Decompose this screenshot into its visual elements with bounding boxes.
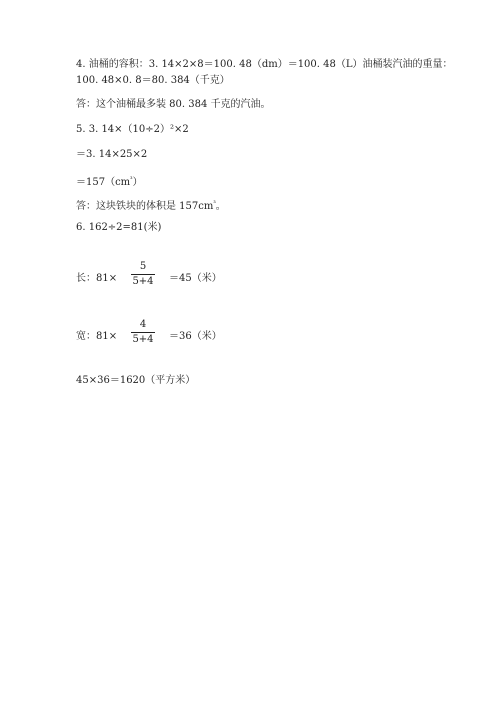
- q4-answer: 答：这个油桶最多装 80. 384 千克的汽油。: [76, 99, 271, 110]
- q6-width-result: ＝36（米）: [169, 331, 222, 342]
- q5-line-3: [76, 174, 143, 189]
- q6-width-lead: 宽：81×: [76, 331, 118, 342]
- q5-line-3-unit-exponent: ³: [130, 176, 133, 183]
- q6-length-numerator: 5: [139, 261, 147, 272]
- fraction-bar: [131, 332, 155, 333]
- q6-length-row: [76, 261, 276, 289]
- q5-line-1: 5. 3. 14×（10÷2）²×2: [76, 124, 189, 135]
- q6-length-lead: 长：81×: [76, 273, 118, 284]
- fraction-bar: [131, 274, 155, 275]
- q5-answer-text: 答：这块铁块的体积是 157cm: [76, 201, 214, 212]
- q6-area: 45×36＝1620（平方米）: [76, 375, 196, 386]
- q5-answer-unit-exponent: ³: [213, 200, 216, 207]
- q5-line-3-text: ＝157（cm: [76, 177, 131, 188]
- q6-width-row: [76, 319, 276, 347]
- q6-length-fraction: [131, 261, 155, 288]
- q6-length-result: ＝45（米）: [169, 273, 222, 284]
- q6-width-fraction: [131, 319, 155, 346]
- q6-length-denominator: 5+4: [132, 276, 154, 287]
- q6-line-1: 6. 162÷2=81(米): [76, 222, 162, 233]
- q6-width-denominator: 5+4: [132, 334, 154, 345]
- q5-line-2: ＝3. 14×25×2: [76, 149, 148, 160]
- q4-line-1: 4. 油桶的容积：3. 14×2×8＝100. 48（dm）＝100. 48（L）油桶装汽油的重量：: [76, 59, 453, 70]
- q4-line-2: 100. 48×0. 8＝80. 384（千克）: [76, 75, 230, 86]
- q5-line-3-close: ）: [132, 177, 143, 188]
- q5-answer: [76, 198, 226, 213]
- q5-answer-close: 。: [215, 201, 226, 212]
- q6-width-numerator: 4: [139, 319, 147, 330]
